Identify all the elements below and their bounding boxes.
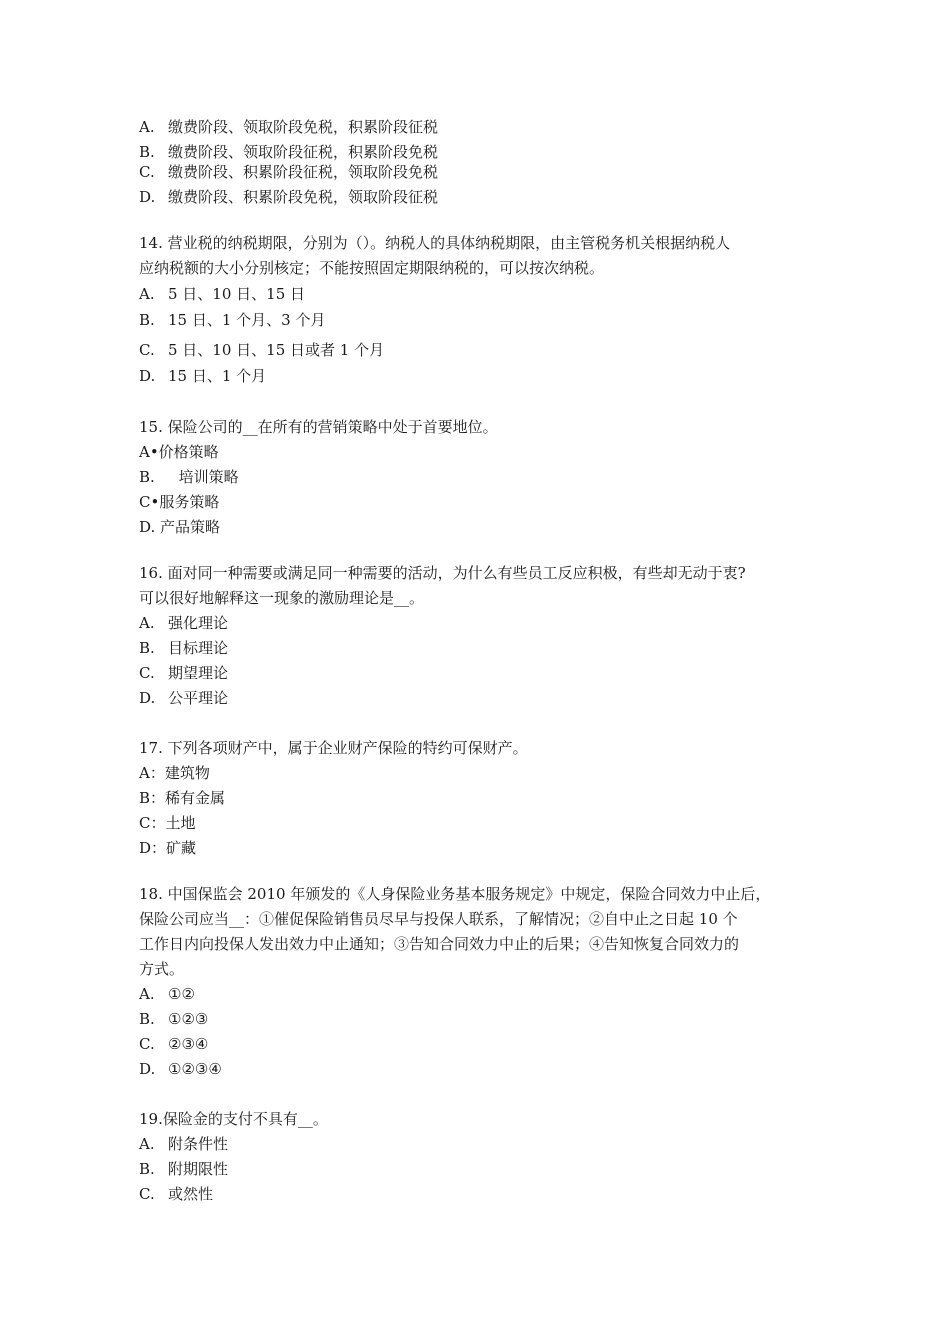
q13-option-b: B. 缴费阶段、领取阶段征税，积累阶段免税 bbox=[139, 143, 439, 161]
q16-option-b: B. 目标理论 bbox=[139, 639, 229, 657]
q18-option-b: B. ①②③ bbox=[139, 1010, 209, 1028]
q18-option-c: C. ②③④ bbox=[139, 1035, 209, 1053]
q16-option-a: A. 强化理论 bbox=[139, 614, 229, 632]
q17-question-line: 17. 下列各项财产中，属于企业财产保险的特约可保财产。 bbox=[139, 739, 528, 757]
q18-question-line: 方式。 bbox=[139, 960, 185, 978]
q18-question-line: 保险公司应当__：①催促保险销售员尽早与投保人联系，了解情况；②自中止之日起 10 个 bbox=[139, 910, 738, 928]
q16-question-line: 可以很好地解释这一现象的激励理论是__。 bbox=[139, 589, 425, 607]
q15-question-line: 15. 保险公司的__在所有的营销策略中处于首要地位。 bbox=[139, 418, 498, 436]
q16-question-line: 16. 面对同一种需要或满足同一种需要的活动，为什么有些员工反应积极，有些却无动于衷? bbox=[139, 564, 746, 582]
q15-option-c: C•服务策略 bbox=[139, 493, 220, 511]
q13-option-c: C. 缴费阶段、积累阶段征税，领取阶段免税 bbox=[139, 163, 439, 181]
q19-question-line: 19.保险金的支付不具有__。 bbox=[139, 1110, 328, 1128]
q19-option-c: C. 或然性 bbox=[139, 1185, 214, 1203]
q17-option-c: C：土地 bbox=[139, 814, 196, 832]
q14-question-line: 14. 营业税的纳税期限，分别为（）。纳税人的具体纳税期限，由主管税务机关根据纳税人 bbox=[139, 234, 731, 252]
q17-option-d: D：矿藏 bbox=[139, 839, 197, 857]
q13-option-d: D. 缴费阶段、积累阶段免税，领取阶段征税 bbox=[139, 188, 439, 206]
q18-option-d: D. ①②③④ bbox=[139, 1060, 222, 1078]
q14-option-d: D. 15 日、1 个月 bbox=[139, 367, 267, 385]
q16-option-d: D. 公平理论 bbox=[139, 689, 229, 707]
q14-option-b: B. 15 日、1 个月、3 个月 bbox=[139, 311, 326, 329]
q15-option-b: B. 培训策略 bbox=[139, 468, 239, 486]
q15-option-d: D. 产品策略 bbox=[139, 518, 221, 536]
q18-question-line: 工作日内向投保人发出效力中止通知；③告知合同效力中止的后果；④告知恢复合同效力的 bbox=[139, 935, 740, 953]
q18-question-line: 18. 中国保监会 2010 年颁发的《人身保险业务基本服务规定》中规定，保险合同效力中止后， bbox=[139, 885, 771, 903]
q13-option-a: A. 缴费阶段、领取阶段免税，积累阶段征税 bbox=[139, 118, 439, 136]
q15-option-a: A•价格策略 bbox=[139, 443, 219, 461]
q14-option-a: A. 5 日、10 日、15 日 bbox=[139, 285, 306, 303]
q17-option-a: A：建筑物 bbox=[139, 764, 210, 782]
q18-option-a: A. ①② bbox=[139, 985, 195, 1003]
q14-question-line: 应纳税额的大小分别核定；不能按照固定期限纳税的，可以按次纳税。 bbox=[139, 259, 605, 277]
q17-option-b: B：稀有金属 bbox=[139, 789, 226, 807]
q14-option-c: C. 5 日、10 日、15 日或者 1 个月 bbox=[139, 341, 385, 359]
q19-option-b: B. 附期限性 bbox=[139, 1160, 229, 1178]
q19-option-a: A. 附条件性 bbox=[139, 1135, 229, 1153]
q16-option-c: C. 期望理论 bbox=[139, 664, 229, 682]
